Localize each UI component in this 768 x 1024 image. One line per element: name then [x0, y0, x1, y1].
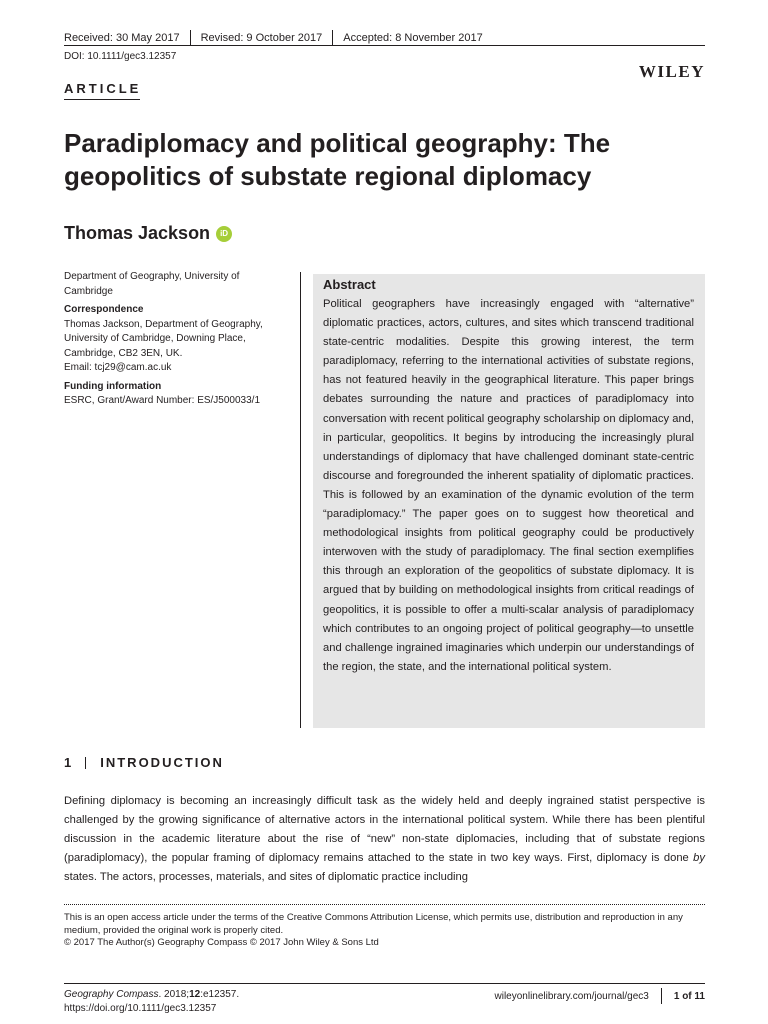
- orcid-icon[interactable]: iD: [216, 226, 232, 242]
- doi-link[interactable]: https://doi.org/10.1111/gec3.12357: [64, 1003, 217, 1014]
- citation-year: . 2018;: [158, 989, 190, 1000]
- correspondence-address: Thomas Jackson, Department of Geography, University of Cambridge, Downing Place, Cambridge, CB2 3EN, UK.: [64, 318, 263, 359]
- journal-citation: [64, 988, 239, 1016]
- abstract-heading: Abstract: [323, 277, 376, 292]
- revised-date: Revised: 9 October 2017: [200, 32, 323, 44]
- received-date: Received: 30 May 2017: [64, 32, 180, 44]
- funding-heading: Funding information: [64, 380, 162, 392]
- abstract-text: Political geographers have increasingly engaged with “alternative” diplomatic practices, actors, cultures, and sites which transcend traditional state-centric modalities. Despite this growing interest, the term paradiplomacy, referring to the international activities of substate regions, has not featured heavily in the geographical literature. This paper brings debates surrounding the nature and practices of paradiplomacy into conversation with recent political geography scholarship on diplomacy and, in particular, geopolitics. It begins by introducing the increasingly plural understandings of diplomacy that have challenged dominant state-centric discourse and foregrounded the inherent spatiality of diplomatic practices. This is followed by an examination of the dynamic evolution of the term “paradiplomacy.” The paper goes on to suggest how theoretical and methodological insights from political geography could be productively interwoven with the study of paradiplomacy. The final section exemplifies this through an exploration of the geopolitics of substate diplomacy. It is argued that by building on methodological insights from critical readings of geopolitics, it is possible to offer a multi-scalar analysis of paradiplomacy which contributes to an ongoing project of political geography—to unsettle and challenge ingrained imaginaries which underpin our understandings of the region, the state, and the international political system.: [323, 298, 694, 673]
- copyright-text: © 2017 The Author(s) Geography Compass © 2017 John Wiley & Sons Ltd: [64, 937, 379, 948]
- footer-separator: [661, 988, 662, 1004]
- paragraph-text: states. The actors, processes, materials, and sites of diplomatic practice including: [64, 871, 468, 884]
- section-number: 1: [64, 755, 74, 770]
- article-type-label: ARTICLE: [64, 81, 142, 96]
- column-divider: [300, 272, 301, 728]
- affiliation: Department of Geography, University of Cambridge: [64, 271, 240, 297]
- author-info-column: [64, 270, 289, 409]
- header-rule: [64, 45, 705, 46]
- publisher-logo: WILEY: [638, 62, 705, 81]
- article-type-underline: [64, 99, 140, 100]
- correspondence-email[interactable]: Email: tcj29@cam.ac.uk: [64, 362, 172, 373]
- journal-website-link[interactable]: wileyonlinelibrary.com/journal/gec3: [494, 990, 649, 1002]
- date-separator: [190, 30, 191, 46]
- funding-text: ESRC, Grant/Award Number: ES/J500033/1: [64, 395, 261, 406]
- footnote-divider: [64, 904, 705, 905]
- journal-name: Geography Compass: [64, 989, 159, 1000]
- section-heading-divider: [85, 757, 86, 769]
- introduction-paragraph: [64, 792, 705, 887]
- citation-line: [64, 988, 239, 1002]
- citation-article-number: :e12357.: [200, 989, 240, 1000]
- license-text: This is an open access article under the terms of the Creative Commons Attribution License, which permits use, distribution and reproduction in any medium, provided the original work is properly cited.: [64, 912, 683, 936]
- license-note: [64, 912, 705, 950]
- footer-right: [440, 988, 705, 1004]
- doi: DOI: 10.1111/gec3.12357: [64, 51, 177, 62]
- author-line: [64, 223, 232, 244]
- citation-volume: 12: [189, 989, 201, 1000]
- paper-title: Paradiplomacy and political geography: The geopolitics of substate regional diplomacy: [64, 128, 611, 191]
- page-number: 1 of 11: [673, 990, 705, 1002]
- section-heading: [64, 755, 224, 770]
- footer-rule: [64, 983, 705, 984]
- section-title: INTRODUCTION: [100, 755, 224, 770]
- accepted-date: Accepted: 8 November 2017: [343, 32, 483, 44]
- correspondence-heading: Correspondence: [64, 304, 144, 315]
- paragraph-emphasis: by: [693, 852, 705, 865]
- paragraph-text: Defining diplomacy is becoming an increasingly difficult task as the widely held and deeply ingrained statist perspective is challenged by the growing significance of alternative actors in the international political system. While there has been plentiful discussion in the academic literature about the rise of “new” non-state diplomacies, including that of substate regions (paradiplomacy), the popular framing of diplomacy remains attached to the state in two key ways. First, diplomacy is done: [64, 795, 705, 865]
- date-separator: [332, 30, 333, 46]
- article-dates: [64, 30, 483, 46]
- author-name[interactable]: Thomas Jackson: [64, 223, 211, 243]
